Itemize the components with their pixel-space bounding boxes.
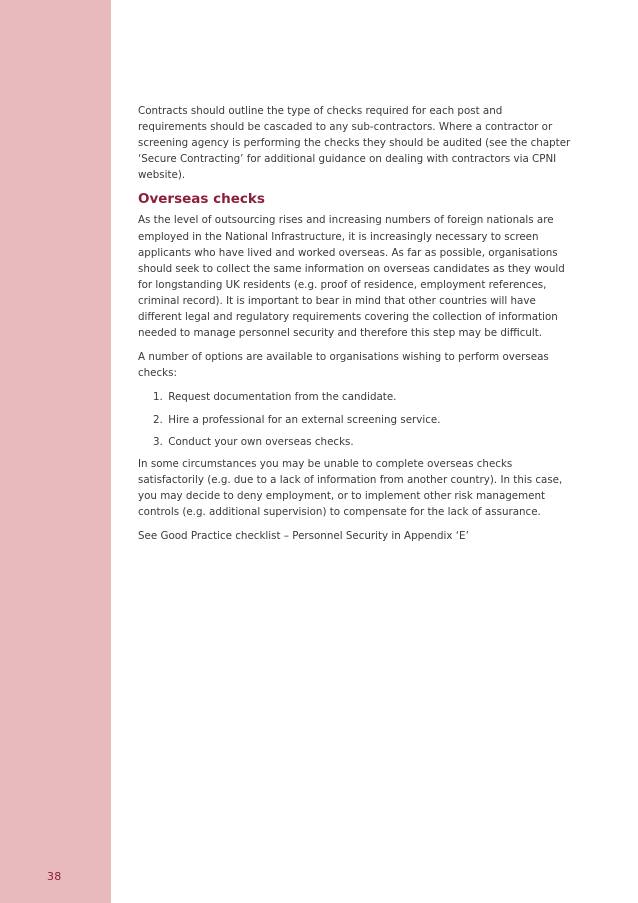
options-intro: A number of options are available to organisations wishing to perform overseas checks: [138, 351, 549, 380]
list-item-text: Conduct your own overseas checks. [168, 435, 354, 448]
list-item [153, 434, 572, 450]
list-item-number: 3. [153, 435, 163, 448]
options-list [138, 389, 572, 449]
section-heading: Overseas checks [138, 191, 265, 208]
overseas-paragraph: As the level of outsourcing rises and increasing numbers of foreign nationals are employed in the National Infrastructure, it is increasingly necessary to screen applicants who have lived and worked overseas. As far as possible, organisations should seek to collect the same information on overseas candidates as they would for longstanding UK residents (e.g. proof of residence, employment references, criminal record). It is important to bear in mind that other countries will have different legal and regulatory requirements covering the collection of information needed to manage personnel security and therefore this step may be difficult. [138, 214, 565, 340]
page-number: 38 [47, 870, 62, 883]
list-item-text: Hire a professional for an external screening service. [168, 413, 441, 426]
page-sidebar [0, 0, 111, 903]
list-item-text: Request documentation from the candidate. [168, 391, 397, 404]
list-item-number: 2. [153, 413, 163, 426]
page-content [138, 103, 572, 552]
intro-paragraph: Contracts should outline the type of checks required for each post and requirements should be cascaded to any sub-contractors. Where a contractor or screening agency is performing the checks they should be audited (see the chapter ‘Secure Contracting’ for additional guidance on dealing with contractors via CPNI website). [138, 105, 571, 182]
list-item [153, 389, 572, 405]
closing-reference: See Good Practice checklist – Personnel Security in Appendix ‘E’ [138, 530, 469, 543]
list-item-number: 1. [153, 391, 163, 404]
list-item [153, 412, 572, 428]
circumstances-paragraph: In some circumstances you may be unable to complete overseas checks satisfactorily (e.g. due to a lack of information from another country). In this case, you may decide to deny employment, or to implement other risk management controls (e.g. additional supervision) to compensate for the lack of assurance. [138, 457, 563, 518]
